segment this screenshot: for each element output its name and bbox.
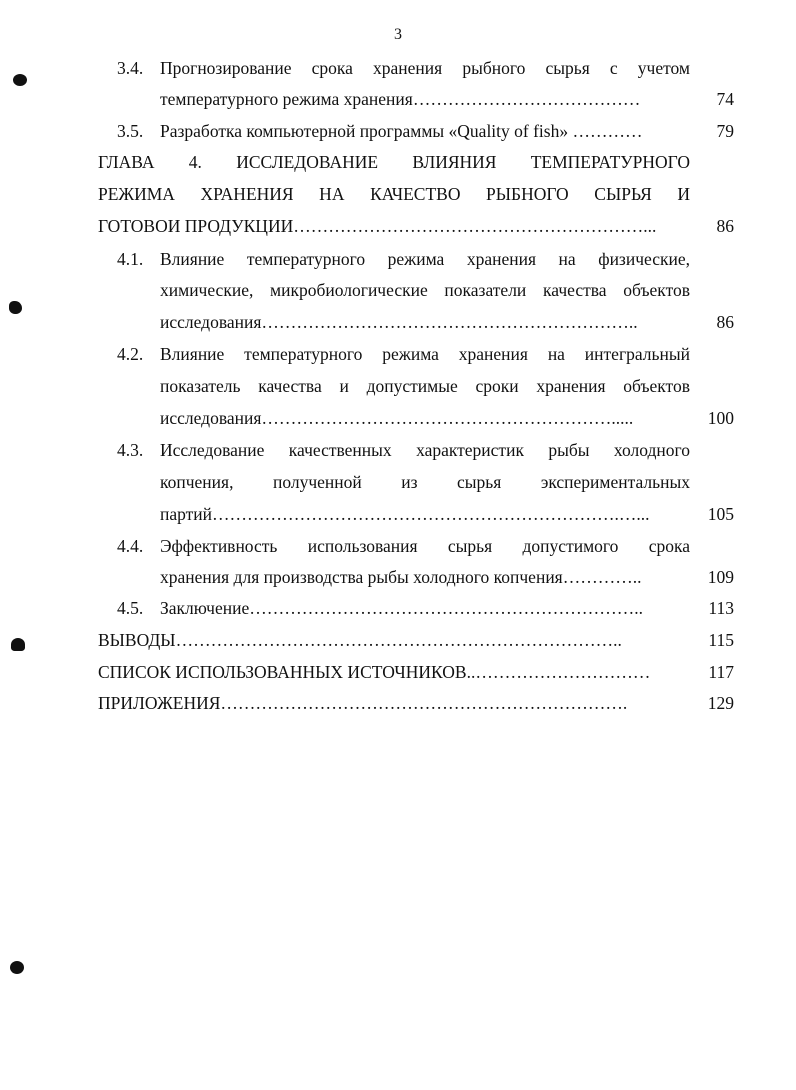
entry-number: 4.1. [117,249,144,269]
entry-title-line: показатель качества и допустимые сроки хранения объектов [160,376,690,396]
scan-mark [10,961,24,974]
entry-number: 3.4. [117,58,144,78]
entry-number: 4.2. [117,344,144,364]
section-title-line: ВЫВОДЫ………………………………………………………………….. [98,630,622,650]
page-ref: 105 [707,504,734,524]
page-ref: 86 [716,312,734,332]
entry-title-line: Заключение………………………………………………………….. [160,598,643,618]
page-ref: 100 [707,408,734,428]
chapter-title-line: ГОТОВОИ ПРОДУКЦИИ……………………………………………………... [98,216,657,236]
page-ref: 86 [716,216,734,236]
entry-title-line: исследования……………………………………………………….. [160,312,638,332]
entry-title-line: химические, микробиологические показатели качества объектов [160,280,690,300]
entry-title-line: хранения для производства рыбы холодного копчения………….. [160,567,642,587]
page-ref: 109 [707,567,734,587]
page-ref: 117 [708,662,734,682]
scan-mark [13,74,27,86]
entry-title-line: партий…………………………………………………………….…... [160,504,650,524]
entry-title-line: Прогнозирование срока хранения рыбного сырья с учетом [160,58,690,78]
page-ref: 115 [708,630,734,650]
page-ref: 74 [716,89,734,109]
entry-title-line: Исследование качественных характеристик рыбы холодного [160,440,690,460]
page-ref: 79 [716,121,734,141]
page-ref: 129 [707,693,734,713]
entry-number: 3.5. [117,121,144,141]
chapter-title-line: РЕЖИМА ХРАНЕНИЯ НА КАЧЕСТВО РЫБНОГО СЫРЬЯ И [98,184,690,204]
scan-mark [9,301,22,314]
entry-title-line: Влияние температурного режима хранения на физические, [160,249,690,269]
page-ref: 113 [708,598,734,618]
entry-title-line: температурного режима хранения………………………………… [160,89,641,109]
scan-mark [11,638,25,651]
entry-number: 4.3. [117,440,144,460]
chapter-title-line: ГЛАВА 4. ИССЛЕДОВАНИЕ ВЛИЯНИЯ ТЕМПЕРАТУРНОГО [98,152,690,172]
entry-number: 4.4. [117,536,144,556]
entry-title-line: Влияние температурного режима хранения на интегральный [160,344,690,364]
entry-title-line: Разработка компьютерной программы «Quality of fish» ………… [160,121,643,141]
section-title-line: ПРИЛОЖЕНИЯ……………………………………………………………. [98,693,628,713]
entry-number: 4.5. [117,598,144,618]
entry-title-line: исследования……………………………………………………..... [160,408,634,428]
page-number: 3 [394,26,402,43]
entry-title-line: копчения, полученной из сырья экспериментальных [160,472,690,492]
section-title-line: СПИСОК ИСПОЛЬЗОВАННЫХ ИСТОЧНИКОВ..………………………… [98,662,651,682]
entry-title-line: Эффективность использования сырья допустимого срока [160,536,690,556]
